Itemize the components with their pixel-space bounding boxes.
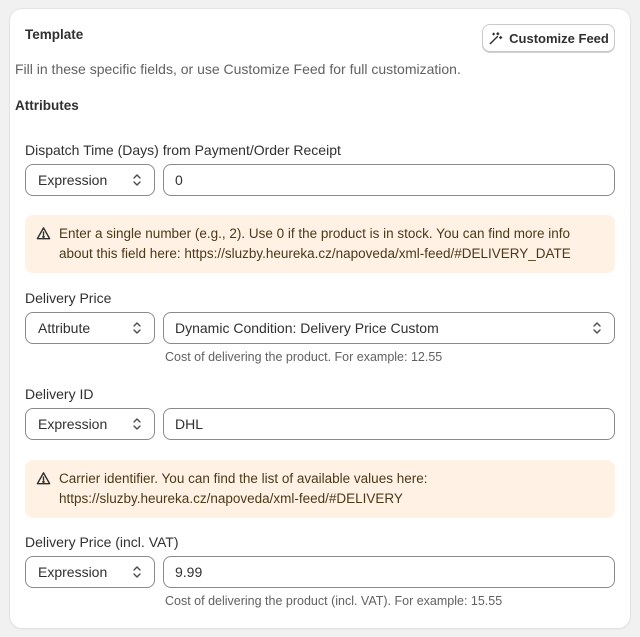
delivery-id-mode-value: Expression bbox=[38, 416, 108, 432]
dispatch-time-warning bbox=[25, 215, 615, 273]
attributes-heading: Attributes bbox=[15, 98, 79, 113]
chevron-up-down-icon bbox=[132, 173, 142, 187]
alert-triangle-icon bbox=[36, 226, 51, 241]
delivery-price-attribute-select[interactable] bbox=[163, 312, 615, 344]
delivery-price-mode-select[interactable] bbox=[25, 312, 155, 344]
magic-wand-icon bbox=[488, 31, 503, 46]
delivery-price-vat-input[interactable] bbox=[163, 556, 615, 588]
delivery-price-vat-help: Cost of delivering the product (incl. VAT). For example: 15.55 bbox=[165, 594, 503, 608]
dispatch-time-value: 0 bbox=[175, 172, 183, 188]
dispatch-time-mode-value: Expression bbox=[38, 172, 108, 188]
delivery-price-label: Delivery Price bbox=[25, 290, 112, 306]
dispatch-time-mode-select[interactable] bbox=[25, 164, 155, 196]
delivery-price-help: Cost of delivering the product. For example: 12.55 bbox=[165, 350, 443, 364]
alert-triangle-icon bbox=[36, 471, 51, 486]
customize-feed-button[interactable] bbox=[482, 24, 615, 52]
card-header bbox=[25, 9, 615, 63]
delivery-id-mode-select[interactable] bbox=[25, 408, 155, 440]
delivery-price-value: Dynamic Condition: Delivery Price Custom bbox=[175, 320, 439, 336]
delivery-price-vat-mode-select[interactable] bbox=[25, 556, 155, 588]
delivery-price-vat-mode-value: Expression bbox=[38, 564, 108, 580]
customize-feed-label: Customize Feed bbox=[509, 30, 609, 46]
delivery-price-vat-value: 9.99 bbox=[175, 564, 203, 580]
chevron-up-down-icon bbox=[132, 417, 142, 431]
delivery-id-label: Delivery ID bbox=[25, 386, 94, 402]
chevron-up-down-icon bbox=[132, 321, 142, 335]
delivery-id-value: DHL bbox=[175, 416, 204, 432]
dispatch-time-input[interactable] bbox=[163, 164, 615, 196]
intro-text: Fill in these specific fields, or use Customize Feed for full customization. bbox=[15, 61, 461, 77]
card-title: Template bbox=[25, 27, 84, 42]
dispatch-time-label: Dispatch Time (Days) from Payment/Order Receipt bbox=[25, 142, 341, 158]
delivery-id-input[interactable] bbox=[163, 408, 615, 440]
delivery-price-mode-value: Attribute bbox=[38, 320, 91, 336]
chevron-up-down-icon bbox=[132, 565, 142, 579]
chevron-up-down-icon bbox=[592, 321, 602, 335]
dispatch-time-warning-text: Enter a single number (e.g., 2). Use 0 if the product is in stock. You can find more info about this field here: https://sluzby.heureka.cz/napoveda/xml-feed/#DELIVERY_DATE bbox=[59, 226, 571, 261]
delivery-price-vat-label: Delivery Price (incl. VAT) bbox=[25, 534, 179, 550]
delivery-id-warning-text: Carrier identifier. You can find the list of available values here: https://sluzby.heureka.cz/napoveda/xml-feed/#DELIVERY bbox=[59, 471, 428, 506]
delivery-id-warning bbox=[25, 460, 615, 518]
